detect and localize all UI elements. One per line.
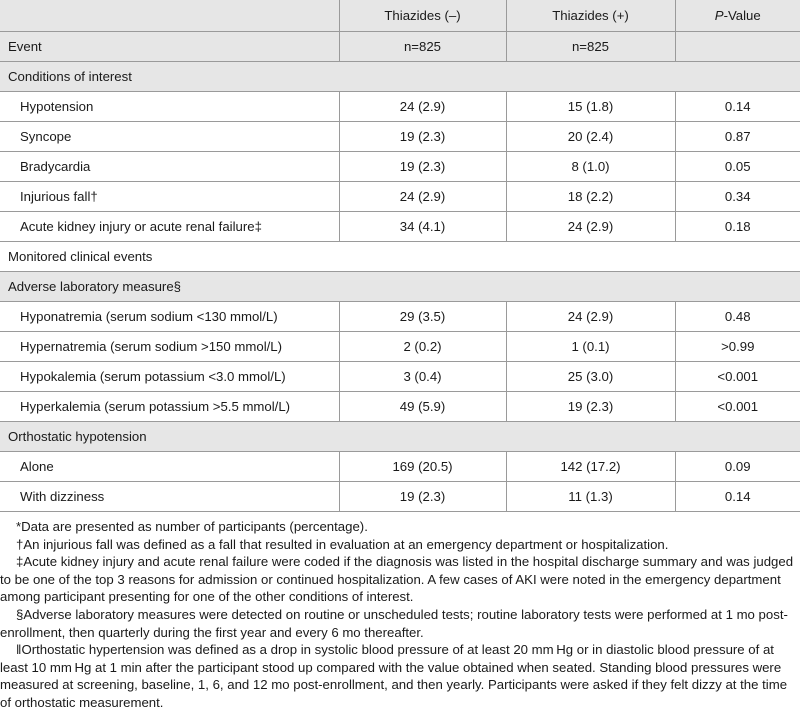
header-thiazides-minus: Thiazides (–) <box>339 0 506 32</box>
header-event-spacer <box>0 0 339 32</box>
row-thiazides-plus: 19 (2.3) <box>506 392 675 422</box>
row-thiazides-minus: 49 (5.9) <box>339 392 506 422</box>
table-row <box>0 452 800 482</box>
row-event: Hypokalemia (serum potassium <3.0 mmol/L) <box>0 362 339 392</box>
table-row <box>0 212 800 242</box>
row-thiazides-plus: 1 (0.1) <box>506 332 675 362</box>
row-thiazides-minus: 3 (0.4) <box>339 362 506 392</box>
table-row <box>0 122 800 152</box>
footnote: ‡Acute kidney injury and acute renal failure were coded if the diagnosis was listed in the hospital discharge summary and was judged to be one of the top 3 reasons for admission or continued hospitalization. A few cases of AKI were noted in the emergency department among participant presenting for one of the other conditions of interest. <box>0 554 794 605</box>
row-thiazides-plus: 8 (1.0) <box>506 152 675 182</box>
footnote: *Data are presented as number of participants (percentage). <box>16 519 368 534</box>
header-pvalue-p: P <box>714 8 724 23</box>
row-event: Syncope <box>0 122 339 152</box>
row-pvalue: 0.09 <box>675 452 800 482</box>
row-pvalue: 0.14 <box>675 482 800 512</box>
row-event: Hypernatremia (serum sodium >150 mmol/L) <box>0 332 339 362</box>
table-row <box>0 152 800 182</box>
row-pvalue: 0.14 <box>675 92 800 122</box>
header-row <box>0 0 800 32</box>
row-thiazides-plus: 18 (2.2) <box>506 182 675 212</box>
row-event: Hypotension <box>0 92 339 122</box>
table-row <box>0 92 800 122</box>
row-thiazides-minus: 24 (2.9) <box>339 92 506 122</box>
row-pvalue: 0.18 <box>675 212 800 242</box>
row-thiazides-plus: 24 (2.9) <box>506 212 675 242</box>
row-event: Hyperkalemia (serum potassium >5.5 mmol/L) <box>0 392 339 422</box>
row-event: Acute kidney injury or acute renal failure‡ <box>0 212 339 242</box>
row-thiazides-minus: 19 (2.3) <box>339 482 506 512</box>
table-row <box>0 392 800 422</box>
section-row <box>0 62 800 92</box>
row-pvalue: 0.34 <box>675 182 800 212</box>
section-title: Orthostatic hypotension <box>0 422 800 452</box>
header-pvalue <box>675 0 800 32</box>
table-row <box>0 362 800 392</box>
row-event: Alone <box>0 452 339 482</box>
section-row <box>0 422 800 452</box>
table-row <box>0 482 800 512</box>
section-title: Adverse laboratory measure§ <box>0 272 800 302</box>
row-thiazides-plus: 25 (3.0) <box>506 362 675 392</box>
header-row-n <box>0 32 800 62</box>
footnotes <box>0 518 800 712</box>
section-title: Monitored clinical events <box>0 242 800 272</box>
row-event: Hyponatremia (serum sodium <130 mmol/L) <box>0 302 339 332</box>
row-thiazides-minus: 169 (20.5) <box>339 452 506 482</box>
row-event: With dizziness <box>0 482 339 512</box>
row-pvalue: 0.87 <box>675 122 800 152</box>
header-pvalue-rest: -Value <box>723 8 761 23</box>
row-pvalue: 0.05 <box>675 152 800 182</box>
header-thiazides-plus: Thiazides (+) <box>506 0 675 32</box>
row-pvalue: >0.99 <box>675 332 800 362</box>
row-thiazides-minus: 19 (2.3) <box>339 122 506 152</box>
header-event: Event <box>0 32 339 62</box>
row-thiazides-minus: 29 (3.5) <box>339 302 506 332</box>
row-event: Bradycardia <box>0 152 339 182</box>
footnote: ‖Orthostatic hypertension was defined as a drop in systolic blood pressure of at least 20 mm Hg or in diastolic blood pressure of at least 10 mm Hg at 1 min after the participant stood up compared with the value obtained when seated. Standing blood pressures were measured at screening, baseline, 1, 6, and 12 mo post-enrollment, and then yearly. Participants were asked if they felt dizzy at the time of orthostatic measurement. <box>0 642 788 710</box>
row-pvalue: <0.001 <box>675 392 800 422</box>
row-event: Injurious fall† <box>0 182 339 212</box>
section-row <box>0 242 800 272</box>
table-row <box>0 182 800 212</box>
header-n-pvalue <box>675 32 800 62</box>
table-row <box>0 302 800 332</box>
row-thiazides-minus: 34 (4.1) <box>339 212 506 242</box>
row-thiazides-plus: 20 (2.4) <box>506 122 675 152</box>
row-thiazides-minus: 2 (0.2) <box>339 332 506 362</box>
footnote: †An injurious fall was defined as a fall that resulted in evaluation at an emergency department or hospitalization. <box>16 536 669 552</box>
header-n-minus: n=825 <box>339 32 506 62</box>
section-title: Conditions of interest <box>0 62 800 92</box>
row-pvalue: 0.48 <box>675 302 800 332</box>
header-n-plus: n=825 <box>506 32 675 62</box>
section-row <box>0 272 800 302</box>
row-thiazides-minus: 24 (2.9) <box>339 182 506 212</box>
row-thiazides-minus: 19 (2.3) <box>339 152 506 182</box>
table-row <box>0 332 800 362</box>
footnote: §Adverse laboratory measures were detected on routine or unscheduled tests; routine laboratory tests were performed at 1 mo post-enrollment, then quarterly during the first year and every 6 mo thereafter. <box>0 606 788 640</box>
row-thiazides-plus: 142 (17.2) <box>506 452 675 482</box>
row-thiazides-plus: 15 (1.8) <box>506 92 675 122</box>
row-pvalue: <0.001 <box>675 362 800 392</box>
table-body <box>0 62 800 512</box>
row-thiazides-plus: 11 (1.3) <box>506 482 675 512</box>
row-thiazides-plus: 24 (2.9) <box>506 302 675 332</box>
